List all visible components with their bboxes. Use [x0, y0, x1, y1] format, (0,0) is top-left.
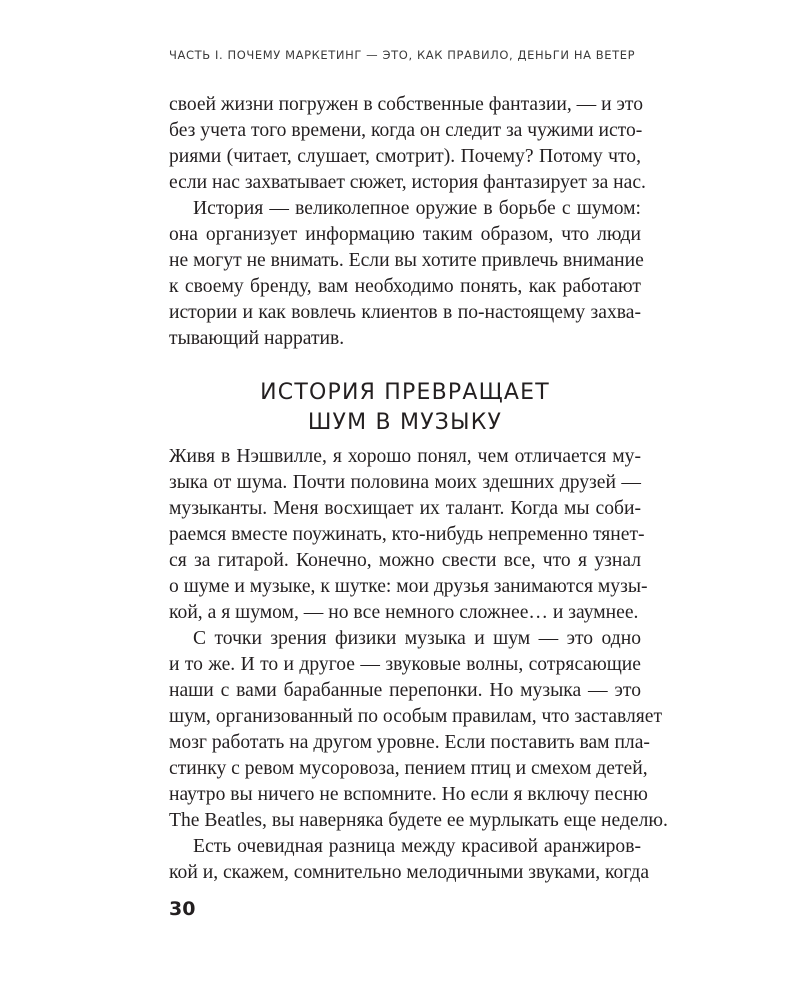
text-line: наши с вами барабанные перепонки. Но музыка — это — [169, 680, 641, 701]
text-line: кой и, скажем, сомнительно мелодичными звуками, когда — [169, 862, 650, 883]
running-header: ЧАСТЬ I. ПОЧЕМУ МАРКЕТИНГ — ЭТО, КАК ПРАВИЛО, ДЕНЬГИ НА ВЕТЕР — [169, 48, 636, 62]
text-line: своей жизни погружен в собственные фантазии, — и это — [169, 94, 644, 115]
text-line: без учета того времени, когда он следит за чужими исто- — [169, 120, 643, 141]
text-line: The Beatles, вы наверняка будете ее мурлыкать еще неделю. — [169, 810, 668, 831]
text-line: музыканты. Меня восхищает их талант. Когда мы соби- — [169, 498, 641, 519]
text-line: она организует информацию таким образом, что люди — [169, 224, 641, 245]
text-line: и то же. И то и другое — звуковые волны, сотрясающие — [169, 654, 641, 675]
text-line: истории и как вовлечь клиентов в по-настоящему захва- — [169, 302, 641, 323]
intro-text — [169, 92, 646, 352]
text-line: Живя в Нэшвилле, я хорошо понял, чем отличается му- — [169, 446, 641, 467]
text-line: мозг работать на другом уровне. Если поставить вам пла- — [169, 732, 650, 753]
text-line: шум, организованный по особым правилам, что заставляет — [169, 706, 663, 727]
section-heading-line: ШУМ В МУЗЫКУ — [307, 410, 503, 435]
text-line: Есть очевидная разница между красивой аранжиров- — [193, 836, 641, 857]
text-line: стинку с ревом мусоровоза, пением птиц и смехом детей, — [169, 758, 648, 779]
text-line: не могут не внимать. Если вы хотите привлечь внимание — [169, 250, 644, 271]
text-line: если нас захватывает сюжет, история фантазирует за нас. — [169, 172, 646, 193]
section-heading-line: ИСТОРИЯ ПРЕВРАЩАЕТ — [260, 380, 550, 405]
text-line: История — великолепное оружие в борьбе с шумом: — [193, 198, 641, 219]
text-line: кой, а я шумом, — но все немного сложнее… и заумнее. — [169, 602, 639, 623]
section-heading — [169, 378, 641, 438]
text-line: риями (читает, слушает, смотрит). Почему? Потому что, — [169, 146, 641, 167]
page-number: 30 — [169, 898, 196, 920]
text-line: наутро вы ничего не вспомните. Но если я включу песню — [169, 784, 648, 805]
text-line: тывающий нарратив. — [169, 328, 345, 349]
text-line: ся за гитарой. Конечно, можно свести все, что я узнал — [169, 550, 641, 571]
text-line: к своему бренду, вам необходимо понять, как работают — [169, 276, 641, 297]
text-line: зыка от шума. Почти половина моих здешних друзей — — [169, 472, 641, 493]
text-line: раемся вместе поужинать, кто-нибудь непременно тянет- — [169, 524, 645, 545]
text-line: о шуме и музыке, к шутке: мои друзья занимаются музы- — [169, 576, 648, 597]
section-text — [169, 444, 668, 886]
text-line: С точки зрения физики музыка и шум — это одно — [193, 628, 641, 649]
